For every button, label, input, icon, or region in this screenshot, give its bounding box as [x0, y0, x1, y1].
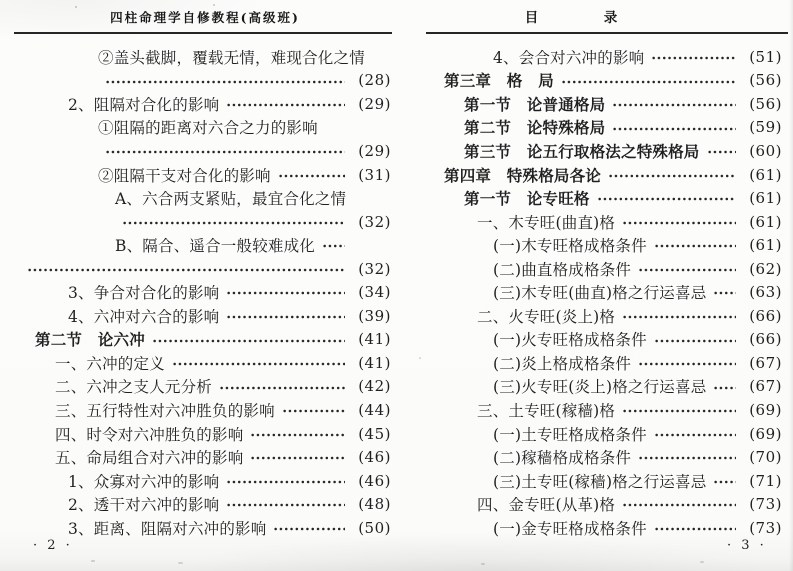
toc-entry-page: (60) [749, 141, 782, 160]
toc-entry [427, 469, 783, 493]
toc-entry-page: (67) [749, 353, 782, 372]
scan-speck [213, 4, 215, 6]
toc-entry-page: (46) [358, 448, 391, 467]
toc-entry-page: (56) [749, 71, 782, 90]
scan-speck [700, 561, 704, 563]
dot-leader [105, 144, 345, 160]
left-entries [18, 45, 392, 539]
scan-speck [120, 243, 122, 245]
toc-entry-page: (41) [358, 353, 391, 372]
toc-entry [427, 304, 783, 328]
toc-entry-title: (二)炎上格成格条件 [493, 354, 632, 373]
toc-entry-title: ①阻隔的距离对六合之力的影响 [98, 119, 318, 138]
right-header-rule [426, 32, 788, 34]
dot-leader [651, 50, 736, 66]
right-running-head: 目 录 [524, 10, 644, 26]
toc-entry-page: (50) [358, 518, 391, 537]
toc-entry-page: (48) [358, 495, 391, 514]
toc-entry [427, 398, 783, 422]
toc-entry-title: 第三章 格 局 [444, 71, 554, 91]
toc-entry-title: 第三节 论五行取格法之特殊格局 [464, 141, 700, 161]
dot-leader [226, 474, 345, 490]
toc-entry [427, 210, 783, 234]
dot-leader [612, 97, 736, 113]
toc-entry-title: A、六合两支紧贴，最宜合化之情 [115, 190, 347, 209]
right-page-number: · 3 · [727, 538, 767, 553]
toc-entry-title: (一)金专旺格成格条件 [493, 519, 647, 538]
scan-speck [481, 563, 485, 565]
dot-leader [654, 333, 736, 349]
toc-entry [427, 233, 783, 257]
toc-entry-page: (28) [358, 71, 391, 90]
toc-entry [18, 92, 392, 116]
toc-entry-page: (41) [358, 330, 391, 349]
toc-entry-page: (73) [749, 495, 782, 514]
dot-leader [707, 144, 736, 160]
toc-entry-title: 一、木专旺(曲直)格 [477, 213, 616, 232]
toc-entry [18, 351, 392, 375]
toc-entry [427, 375, 783, 399]
dot-leader [713, 474, 736, 490]
toc-entry-title: 1、众寡对六冲的影响 [68, 472, 220, 491]
toc-entry-page: (29) [358, 141, 391, 160]
dot-leader [226, 497, 345, 513]
left-header-rule [14, 32, 392, 34]
scan-speck [419, 357, 421, 359]
dot-leader [622, 215, 736, 231]
toc-entry-page: (71) [749, 471, 782, 490]
toc-entry-title: 3、争合对合化的影响 [68, 284, 220, 303]
dot-leader [226, 97, 345, 113]
toc-entry-title: 第一节 论专旺格 [464, 189, 590, 209]
dot-leader [597, 191, 736, 207]
toc-entry [18, 280, 392, 304]
toc-entry [18, 210, 392, 234]
toc-entry [18, 45, 392, 69]
toc-entry [18, 398, 392, 422]
dot-leader [27, 262, 345, 278]
left-running-head: 四柱命理学自修教程(高级班) [110, 10, 300, 25]
toc-entry [427, 163, 783, 187]
dot-leader [622, 497, 736, 513]
toc-entry-title: 第二节 论特殊格局 [464, 118, 606, 138]
dot-leader [273, 521, 345, 537]
toc-entry-page: (29) [358, 94, 391, 113]
toc-entry [18, 233, 392, 257]
toc-entry-title: (一)火专旺格成格条件 [493, 331, 647, 350]
toc-entry-page: (34) [358, 283, 391, 302]
toc-entry-title: (三)木专旺(曲直)格之行运喜忌 [493, 284, 707, 303]
dot-leader [654, 521, 736, 537]
toc-entry [427, 139, 783, 163]
dot-leader [172, 356, 345, 372]
toc-entry [427, 445, 783, 469]
toc-entry-page: (66) [749, 330, 782, 349]
toc-entry-title: 4、六冲对六合的影响 [68, 307, 220, 326]
scan-speck [178, 562, 183, 564]
toc-entry-page: (62) [749, 259, 782, 278]
toc-entry [18, 69, 392, 93]
dot-leader [638, 356, 736, 372]
toc-entry [18, 445, 392, 469]
dot-leader [282, 403, 345, 419]
toc-entry-page: (32) [358, 212, 391, 231]
toc-entry-title: 二、火专旺(炎上)格 [477, 307, 616, 326]
toc-entry [18, 116, 392, 140]
toc-entry-page: (67) [749, 377, 782, 396]
dot-leader [622, 403, 736, 419]
toc-entry [427, 92, 783, 116]
toc-entry-page: (66) [749, 306, 782, 325]
toc-entry [427, 351, 783, 375]
scan-edge-shadow [789, 0, 793, 571]
toc-entry-title: (三)火专旺(炎上)格之行运喜忌 [493, 378, 707, 397]
toc-entry [427, 516, 783, 540]
toc-entry [427, 422, 783, 446]
toc-entry-title: 第四章 特殊格局各论 [444, 165, 602, 185]
toc-entry [427, 69, 783, 93]
toc-entry-title: 五、命局组合对六冲的影响 [55, 449, 244, 468]
toc-entry [427, 328, 783, 352]
toc-entry [427, 45, 783, 69]
dot-leader [713, 380, 736, 396]
toc-entry-page: (61) [749, 165, 782, 184]
toc-entry-title: B、隔合、遥合一般较难成化 [115, 237, 315, 256]
toc-entry-page: (70) [749, 448, 782, 467]
toc-entry-page: (61) [749, 236, 782, 255]
toc-entry-title: (一)土专旺格成格条件 [493, 425, 647, 444]
dot-leader [219, 380, 345, 396]
toc-entry-page: (45) [358, 424, 391, 443]
dot-leader [612, 121, 736, 137]
toc-entry-title: 3、距离、阻隔对六冲的影响 [68, 519, 267, 538]
toc-entry [427, 257, 783, 281]
toc-entry-page: (46) [358, 471, 391, 490]
scan-speck [75, 6, 77, 8]
toc-entry-page: (73) [749, 518, 782, 537]
toc-entry-title: 2、阻隔对合化的影响 [68, 95, 220, 114]
toc-entry [18, 163, 392, 187]
toc-entry-page: (69) [749, 400, 782, 419]
toc-entry-title: 第一节 论普通格局 [464, 94, 606, 114]
toc-entry-title: (二)曲直格成格条件 [493, 260, 632, 279]
toc-entry-title: (一)木专旺格成格条件 [493, 237, 647, 256]
toc-entry-title: 4、会合对六冲的影响 [493, 48, 645, 67]
toc-entry [18, 139, 392, 163]
dot-leader [713, 285, 736, 301]
toc-entry [18, 422, 392, 446]
toc-entry [18, 516, 392, 540]
dot-leader [122, 215, 345, 231]
toc-entry-title: 四、时令对六冲胜负的影响 [55, 425, 244, 444]
toc-entry [427, 492, 783, 516]
toc-entry-page: (42) [358, 377, 391, 396]
toc-entry-page: (51) [749, 47, 782, 66]
dot-leader [608, 168, 736, 184]
toc-entry-title: 2、透干对六冲的影响 [68, 496, 220, 515]
dot-leader [226, 285, 345, 301]
toc-entry-page: (61) [749, 212, 782, 231]
toc-entry-title: 二、六冲之支人元分析 [55, 378, 213, 397]
toc-entry-title: 一、六冲的定义 [55, 354, 165, 373]
dot-leader [278, 168, 345, 184]
dot-leader [250, 427, 345, 443]
toc-entry [18, 304, 392, 328]
scan-speck [91, 560, 95, 562]
toc-entry [427, 186, 783, 210]
toc-entry [18, 328, 392, 352]
dot-leader [638, 450, 736, 466]
dot-leader [250, 450, 345, 466]
toc-entry [427, 116, 783, 140]
toc-entry-title: 三、土专旺(稼穑)格 [477, 401, 616, 420]
toc-entry-title: 三、五行特性对六冲胜负的影响 [55, 401, 275, 420]
toc-entry-page: (61) [749, 189, 782, 208]
toc-entry-title: 第二节 论六冲 [35, 330, 145, 350]
toc-entry-page: (63) [749, 283, 782, 302]
dot-leader [654, 427, 736, 443]
toc-entry [18, 257, 392, 281]
toc-entry-page: (39) [358, 306, 391, 325]
dot-leader [622, 309, 736, 325]
toc-entry-title: ②阻隔干支对合化的影响 [98, 166, 271, 185]
toc-entry [18, 492, 392, 516]
toc-entry [427, 280, 783, 304]
toc-entry-title: ②盖头截脚，覆载无情，难现合化之情 [98, 48, 365, 67]
dot-leader [152, 333, 345, 349]
dot-leader [322, 238, 345, 254]
toc-entry-page: (59) [749, 118, 782, 137]
right-entries [427, 45, 783, 539]
dot-leader [638, 262, 736, 278]
toc-entry-page: (69) [749, 424, 782, 443]
dot-leader [105, 74, 345, 90]
dot-leader [654, 238, 736, 254]
dot-leader [561, 74, 736, 90]
toc-entry-page: (44) [358, 400, 391, 419]
toc-entry [18, 469, 392, 493]
toc-entry [18, 186, 392, 210]
left-page-number: · 2 · [33, 538, 73, 553]
toc-entry-page: (32) [358, 259, 391, 278]
dot-leader [226, 309, 345, 325]
toc-entry [18, 375, 392, 399]
toc-entry-title: (三)土专旺(稼穑)格之行运喜忌 [493, 472, 707, 491]
toc-entry-page: (56) [749, 94, 782, 113]
toc-entry-title: 四、金专旺(从革)格 [477, 496, 616, 515]
toc-entry-page: (31) [358, 165, 391, 184]
toc-entry-title: (二)稼穑格成格条件 [493, 449, 632, 468]
